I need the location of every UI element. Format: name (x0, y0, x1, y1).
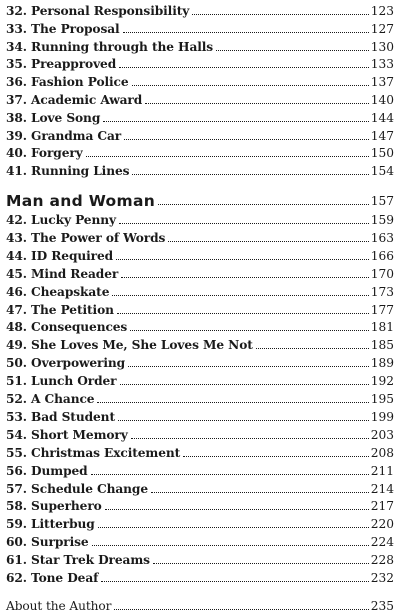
toc-entry-title: 61. Star Trek Dreams (6, 553, 150, 568)
toc-section-heading[interactable] (6, 188, 394, 208)
toc-entry-title: 62. Tone Deaf (6, 571, 99, 585)
dot-leader (116, 259, 369, 260)
toc-entry-title: 33. The Proposal (6, 21, 120, 36)
toc-entry-title: 48. Consequences (6, 320, 128, 335)
dot-leader (92, 545, 369, 546)
toc-entry-page: 203 (370, 427, 394, 442)
toc-entry[interactable] (6, 550, 394, 567)
toc-entry-page: 173 (370, 284, 394, 299)
toc-entry[interactable] (6, 90, 394, 107)
toc-entry-page: 154 (370, 164, 394, 179)
toc-entry[interactable] (6, 353, 394, 370)
toc-entry[interactable] (6, 514, 394, 531)
dot-leader (101, 581, 368, 582)
toc-entry-title: 39. Grandma Car (6, 128, 122, 143)
toc-entry-page: 220 (370, 517, 394, 532)
toc-entry-page: 228 (370, 553, 394, 568)
toc-entry-page: 166 (370, 248, 394, 263)
toc-entry-title: 58. Superhero (6, 499, 102, 514)
toc-entry[interactable] (6, 228, 394, 245)
toc-entry-title: 50. Overpowering (6, 356, 126, 371)
section-page: 157 (370, 194, 394, 208)
dot-leader (103, 121, 368, 122)
dot-leader (119, 67, 369, 68)
toc-entry[interactable] (6, 54, 394, 71)
toc-entry-page: 217 (370, 499, 394, 514)
toc-entry-page: 208 (370, 445, 394, 460)
toc-entry-page: 127 (370, 21, 394, 36)
toc-entry-title: 42. Lucky Penny (6, 213, 116, 227)
dot-leader (98, 527, 369, 528)
dot-leader (256, 348, 369, 349)
dot-leader (158, 204, 369, 205)
toc-entry-title: 57. Schedule Change (6, 481, 148, 496)
toc-entry[interactable] (6, 246, 394, 263)
toc-entry-title: 51. Lunch Order (6, 374, 117, 389)
toc-entry-title: 34. Running through the Halls (6, 39, 214, 54)
toc-entry[interactable] (6, 282, 394, 299)
toc-entry-title: 47. The Petition (6, 302, 114, 317)
toc-entry-title: 36. Fashion Police (6, 75, 129, 90)
toc-entry-page: 147 (370, 128, 394, 143)
toc-entry-page: 192 (370, 374, 394, 389)
dot-leader (151, 492, 369, 493)
dot-leader (168, 241, 368, 242)
toc-entry-title: 49. She Loves Me, She Loves Me Not (6, 338, 253, 353)
toc-entry-title: 43. The Power of Words (6, 230, 166, 245)
toc-entry[interactable] (6, 126, 394, 143)
toc-entry-page: 195 (370, 392, 394, 406)
toc-entry-page: 123 (370, 4, 394, 18)
toc-entry-title: 32. Personal Responsibility (6, 4, 190, 18)
toc-entry-title: 44. ID Required (6, 248, 114, 263)
toc-entry-title: 45. Mind Reader (6, 266, 119, 281)
toc-entry[interactable] (6, 532, 394, 549)
toc-entry-title: 59. Litterbug (6, 517, 95, 532)
dot-leader (183, 456, 369, 457)
toc-entry-title: 54. Short Memory (6, 427, 128, 442)
toc-entry-title: 40. Forgery (6, 146, 83, 161)
dot-leader (120, 384, 369, 385)
toc-entry-page: 185 (370, 338, 394, 353)
toc-entry[interactable] (6, 443, 394, 460)
dot-leader (130, 330, 369, 331)
dot-leader (123, 32, 369, 33)
toc-entry-page: 232 (370, 571, 394, 585)
toc-entry-page: 150 (370, 146, 394, 161)
toc-entry[interactable] (6, 143, 394, 160)
dot-leader (216, 50, 369, 51)
dot-leader (97, 402, 368, 403)
toc-entry[interactable] (6, 264, 394, 281)
toc-entry-page: 170 (370, 266, 394, 281)
dot-leader (192, 14, 368, 15)
toc-entry-page: 189 (370, 356, 394, 371)
toc-entry[interactable] (6, 479, 394, 496)
toc-entry[interactable] (6, 37, 394, 54)
toc-entry[interactable] (6, 161, 394, 178)
toc-entry-title: 35. Preapproved (6, 57, 117, 72)
dot-leader (105, 509, 369, 510)
toc-entry-title: About the Author (6, 599, 112, 613)
toc-entry-about-author[interactable] (6, 596, 394, 613)
toc-entry-title: 41. Running Lines (6, 164, 130, 179)
dot-leader (153, 563, 369, 564)
dot-leader (118, 420, 369, 421)
toc-entry-title: 55. Christmas Excitement (6, 445, 181, 460)
toc-entry-page: 163 (370, 230, 394, 245)
section-title: Man and Woman (6, 192, 156, 210)
dot-leader (114, 609, 368, 610)
dot-leader (112, 295, 368, 296)
toc-entry-title: 37. Academic Award (6, 93, 143, 107)
dot-leader (128, 366, 369, 367)
toc-entry[interactable] (6, 389, 394, 406)
toc-entry-title: 56. Dumped (6, 463, 88, 478)
toc-entry-page: 224 (370, 535, 394, 550)
dot-leader (86, 156, 369, 157)
toc-entry-title: 60. Surprise (6, 535, 89, 550)
toc-entry[interactable] (6, 461, 394, 478)
dot-leader (91, 474, 369, 475)
toc-entry[interactable] (6, 407, 394, 424)
toc-entry-page: 235 (370, 599, 394, 613)
toc-entry-page: 140 (370, 93, 394, 107)
toc-entry[interactable] (6, 108, 394, 125)
toc-entry-page: 159 (370, 213, 394, 227)
toc-entry[interactable] (6, 335, 394, 352)
toc-entry[interactable] (6, 300, 394, 317)
dot-leader (119, 223, 369, 224)
toc-entry-page: 211 (370, 463, 394, 478)
toc-entry[interactable] (6, 19, 394, 36)
toc-entry[interactable] (6, 72, 394, 89)
toc-entry[interactable] (6, 371, 394, 388)
toc-entry[interactable] (6, 568, 394, 585)
toc-entry-page: 133 (370, 57, 394, 72)
toc-entry[interactable] (6, 496, 394, 513)
toc-entry-page: 130 (370, 39, 394, 54)
dot-leader (131, 438, 369, 439)
toc-entry-title: 53. Bad Student (6, 409, 115, 424)
dot-leader (132, 85, 369, 86)
toc-entry[interactable] (6, 317, 394, 334)
toc-entry-page: 214 (370, 481, 394, 496)
toc-entry-page: 199 (370, 409, 394, 424)
toc-entry-title: 52. A Chance (6, 392, 95, 406)
dot-leader (117, 313, 369, 314)
toc-entry[interactable] (6, 1, 394, 18)
dot-leader (145, 103, 369, 104)
toc-entry-title: 46. Cheapskate (6, 284, 110, 299)
toc-entry-page: 181 (370, 320, 394, 335)
dot-leader (124, 139, 369, 140)
toc-entry[interactable] (6, 210, 394, 227)
toc-entry-page: 144 (370, 110, 394, 125)
toc-entry-page: 177 (370, 302, 394, 317)
dot-leader (121, 277, 369, 278)
toc-entry-page: 137 (370, 75, 394, 90)
toc-entry-title: 38. Love Song (6, 110, 101, 125)
toc-entry[interactable] (6, 425, 394, 442)
dot-leader (132, 174, 368, 175)
